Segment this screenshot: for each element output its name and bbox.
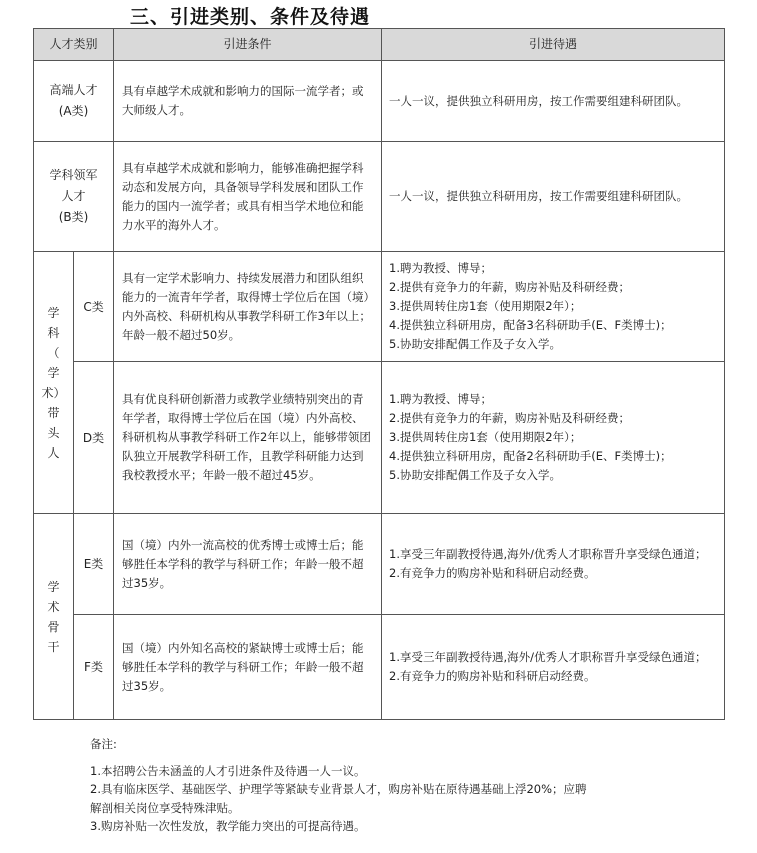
subcategory-c: C类 xyxy=(74,252,114,362)
header-treatment: 引进待遇 xyxy=(382,29,725,61)
group-academic-leader: 学 科 （ 学 术） 带 头 人 xyxy=(34,252,74,514)
treatment-c: 1.聘为教授、博导； 2.提供有竞争力的年薪，购房补贴及科研经费； 3.提供周转住房1套（使用期限2年）； 4.提供独立科研用房，配备3名科研助手(E、F类博士)； 5.协助安排配偶工作及子女入学。 xyxy=(382,252,725,362)
note-item: 3.购房补贴一次性发放，教学能力突出的可提高待遇。 xyxy=(90,819,366,833)
subcategory-e: E类 xyxy=(74,514,114,615)
table-header-row xyxy=(34,29,725,61)
table-row xyxy=(34,252,725,362)
treatment-f: 1.享受三年副教授待遇,海外/优秀人才职称晋升享受绿色通道； 2.有竞争力的购房补贴和科研启动经费。 xyxy=(382,615,725,720)
table-row xyxy=(34,615,725,720)
notes xyxy=(90,735,587,836)
treatment-d: 1.聘为教授、博导； 2.提供有竞争力的年薪，购房补贴及科研经费； 3.提供周转住房1套（使用期限2年）； 4.提供独立科研用房，配备2名科研助手(E、F类博士)； 5.协助安排配偶工作及子女入学。 xyxy=(382,362,725,514)
note-item: 2.具有临床医学、基础医学、护理学等紧缺专业背景人才，购房补贴在原待遇基础上浮20%；应聘 xyxy=(90,782,587,796)
subcategory-f: F类 xyxy=(74,615,114,720)
note-item: 1.本招聘公告未涵盖的人才引进条件及待遇一人一议。 xyxy=(90,763,366,778)
conditions-c: 具有一定学术影响力、持续发展潜力和团队组织能力的一流青年学者，取得博士学位后在国（境）内外高校、科研机构从事教学科研工作3年以上；年龄一般不超过50岁。 xyxy=(114,252,382,362)
conditions-e: 国（境）内外一流高校的优秀博士或博士后；能够胜任本学科的教学与科研工作；年龄一般不超过35岁。 xyxy=(114,514,382,615)
category-a: 高端人才 (A类) xyxy=(34,61,114,142)
table-row xyxy=(34,362,725,514)
header-category: 人才类别 xyxy=(34,29,114,61)
conditions-f: 国（境）内外知名高校的紧缺博士或博士后；能够胜任本学科的教学与科研工作；年龄一般不超过35岁。 xyxy=(114,615,382,720)
note-item: 解剖相关岗位享受特殊津贴。 xyxy=(90,800,240,815)
table-row xyxy=(34,142,725,252)
table-row xyxy=(34,514,725,615)
section-title: 三、引进类别、条件及待遇 xyxy=(130,6,371,28)
conditions-b: 具有卓越学术成就和影响力，能够准确把握学科动态和发展方向，具备领导学科发展和团队工作能力的国内一流学者；或具有相当学术地位和能力水平的海外人才。 xyxy=(114,142,382,252)
table-row xyxy=(34,61,725,142)
treatment-b: 一人一议，提供独立科研用房，按工作需要组建科研团队。 xyxy=(382,142,725,252)
talent-table xyxy=(33,28,725,720)
treatment-a: 一人一议，提供独立科研用房，按工作需要组建科研团队。 xyxy=(382,61,725,142)
category-b: 学科领军 人才 (B类) xyxy=(34,142,114,252)
notes-heading: 备注: xyxy=(90,737,117,751)
subcategory-d: D类 xyxy=(74,362,114,514)
conditions-d: 具有优良科研创新潜力或教学业绩特别突出的青年学者，取得博士学位后在国（境）内外高校、科研机构从事教学科研工作2年以上，能够带领团队独立开展教学科研工作，且教学科研能力达到我校教授水平；年龄一般不超过45岁。 xyxy=(114,362,382,514)
header-conditions: 引进条件 xyxy=(114,29,382,61)
conditions-a: 具有卓越学术成就和影响力的国际一流学者；或大师级人才。 xyxy=(114,61,382,142)
group-academic-backbone: 学 术 骨 干 xyxy=(34,514,74,720)
treatment-e: 1.享受三年副教授待遇,海外/优秀人才职称晋升享受绿色通道； 2.有竞争力的购房补贴和科研启动经费。 xyxy=(382,514,725,615)
